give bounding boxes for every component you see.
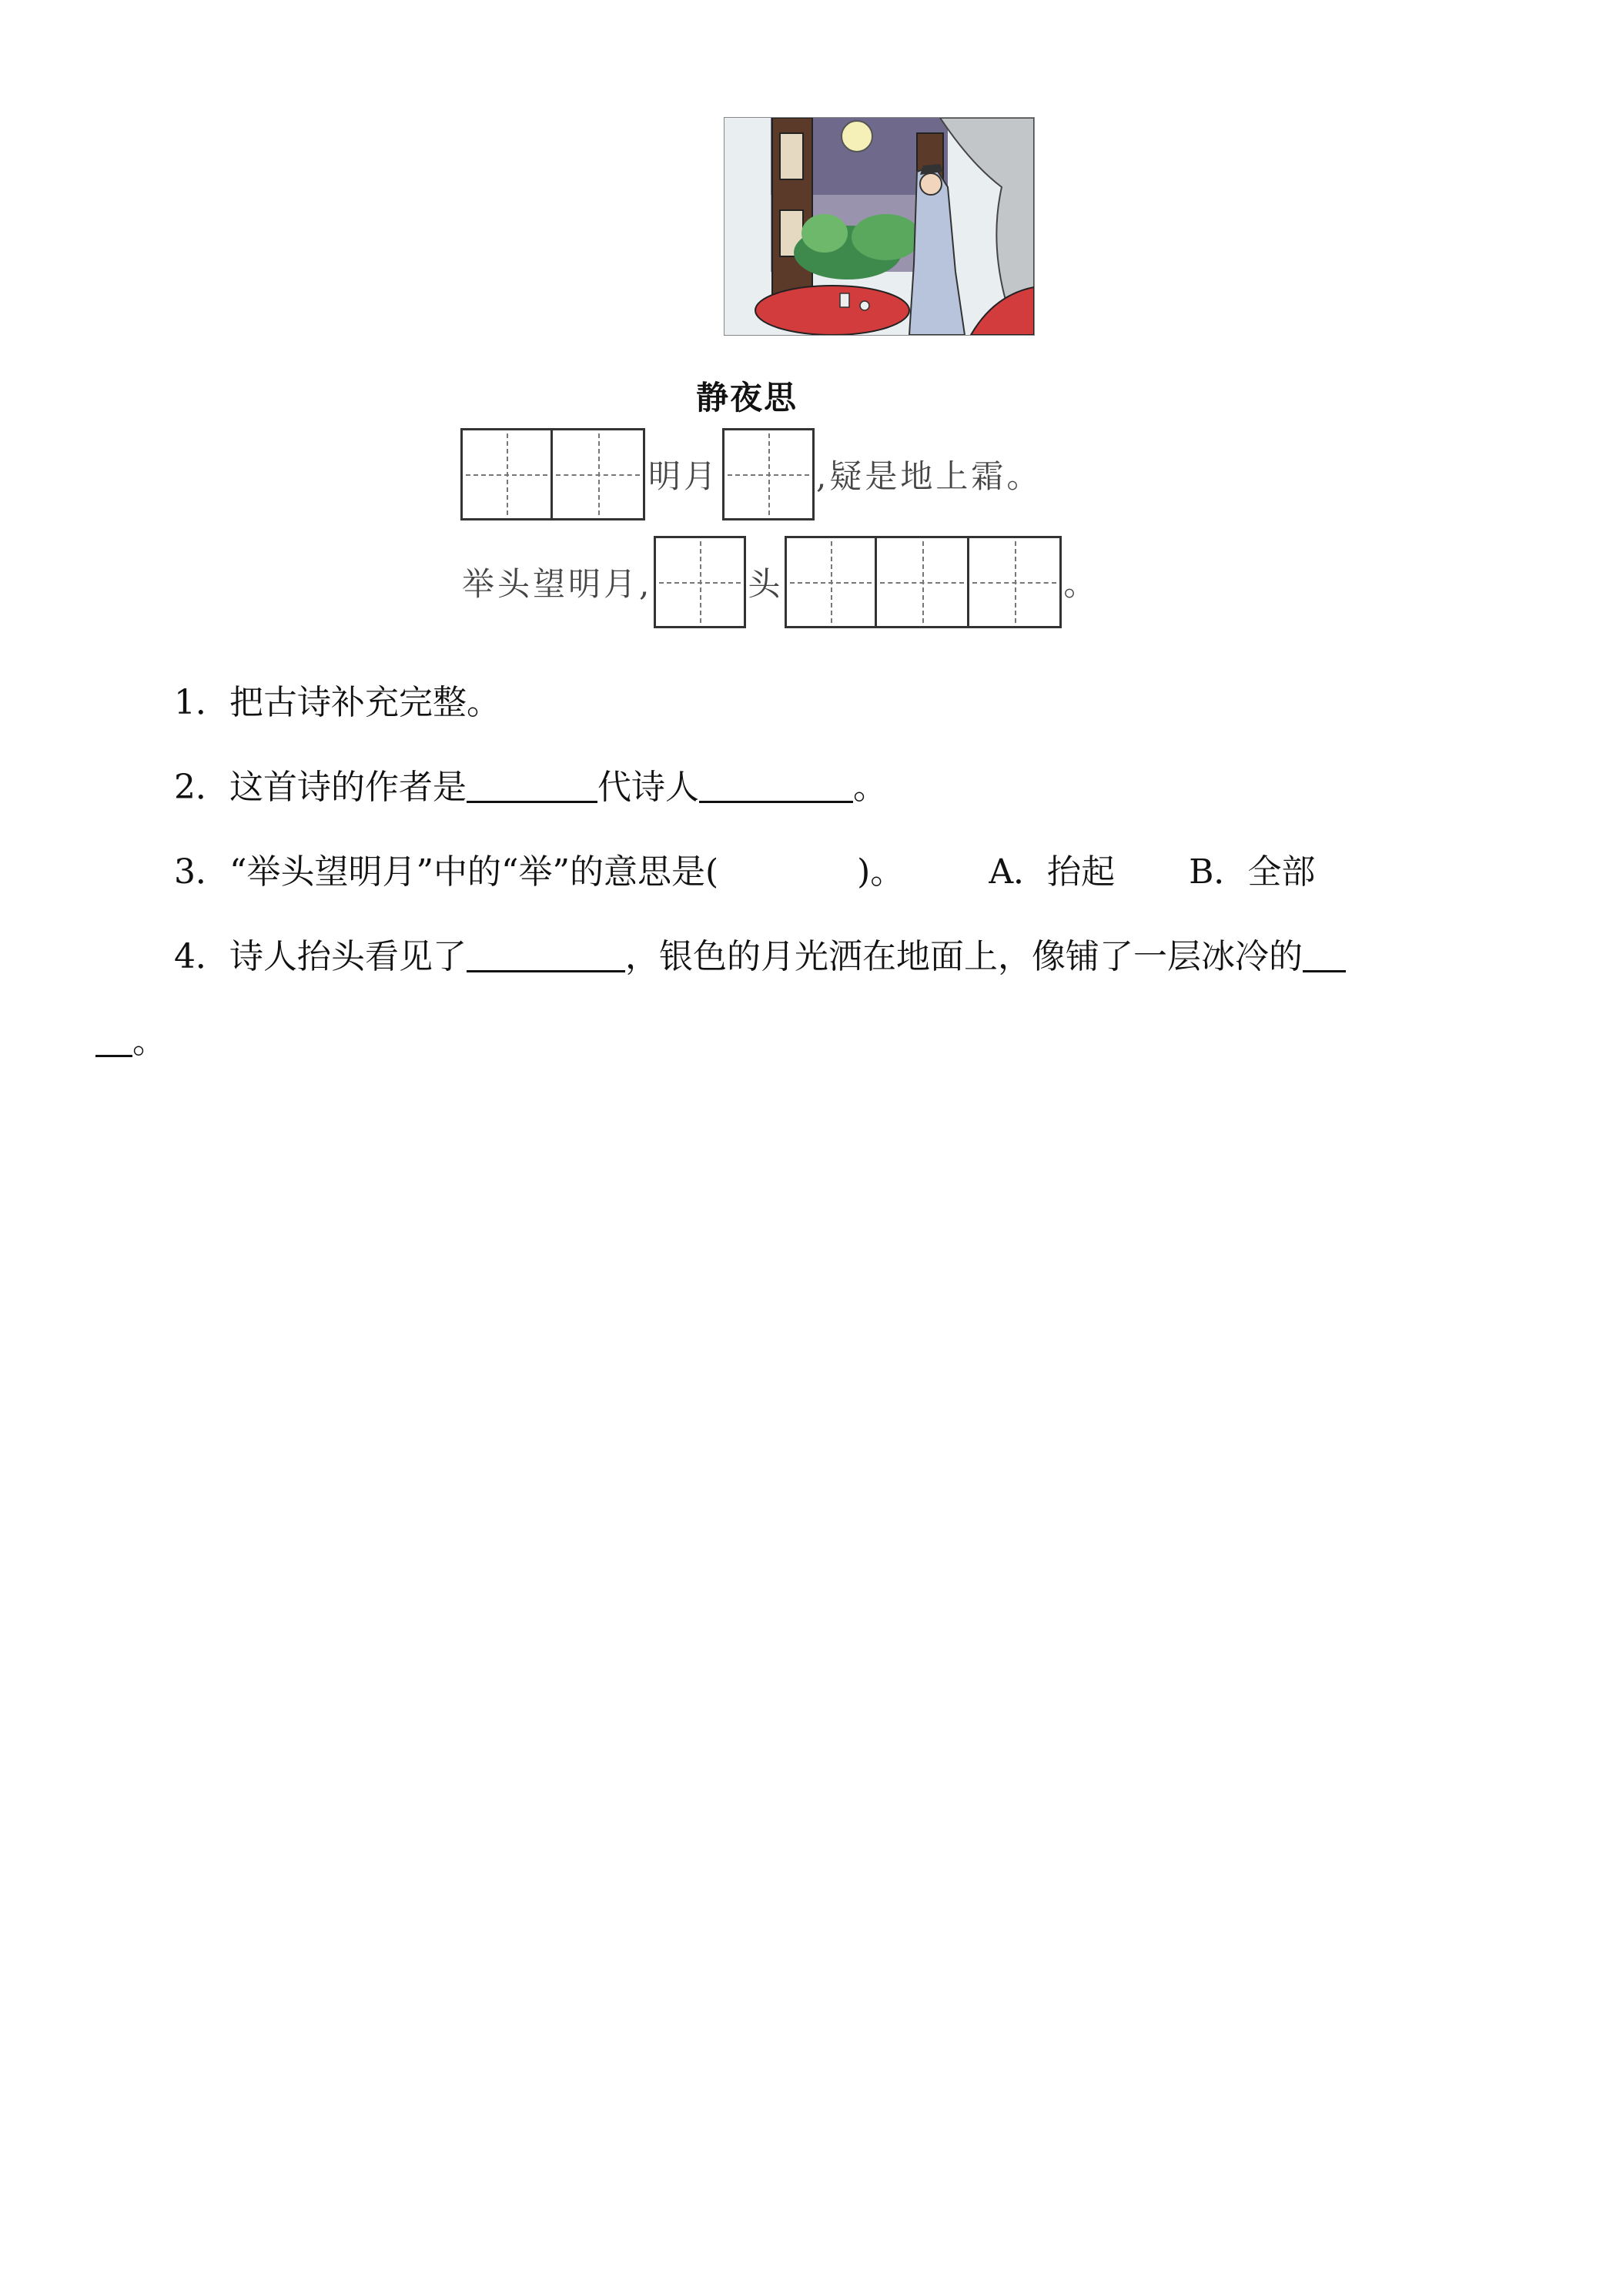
- option-b[interactable]: B．全部: [1189, 852, 1316, 892]
- question-text: 2．这首诗的作者是: [174, 768, 467, 807]
- question-text: 。: [853, 768, 887, 807]
- char-box[interactable]: [460, 428, 553, 520]
- poem-text-segment: 举头望明月,: [462, 565, 653, 603]
- char-box[interactable]: [654, 536, 746, 628]
- char-box[interactable]: [877, 536, 969, 628]
- question-text: 3．“举头望明月”中的“举”的意思是(: [174, 852, 719, 892]
- answer-boxes-group-4: [785, 536, 1062, 628]
- poem-line-2: [460, 536, 1100, 628]
- poem-text-segment: ,疑是地上霜。: [816, 457, 1042, 495]
- answer-boxes-group-1: [460, 428, 645, 520]
- poem-text-segment: 。: [1063, 565, 1099, 603]
- author-blank[interactable]: [699, 770, 853, 803]
- question-4-continued: [95, 1013, 166, 1063]
- answer-boxes-group-3: [654, 536, 746, 628]
- question-2: [174, 759, 887, 808]
- poem-title: 静夜思: [695, 379, 798, 417]
- poem-illustration: [724, 117, 1035, 336]
- frost-blank-start[interactable]: [1303, 939, 1346, 972]
- question-text: 代诗人: [597, 768, 699, 807]
- question-text: )。: [857, 852, 905, 892]
- question-1: 1．把古诗补充完整。: [174, 683, 500, 722]
- dynasty-blank[interactable]: [467, 770, 597, 803]
- question-text: 。: [132, 1022, 166, 1061]
- poem-line-1: [460, 428, 1043, 520]
- char-box[interactable]: [969, 536, 1062, 628]
- answer-boxes-group-2: [722, 428, 815, 520]
- char-box[interactable]: [553, 428, 645, 520]
- question-text: ，银色的月光洒在地面上，像铺了一层冰冷的: [625, 937, 1303, 976]
- frost-blank-end[interactable]: [95, 1024, 132, 1057]
- poem-text-segment: 头: [748, 565, 784, 603]
- question-3: [174, 844, 1315, 893]
- moon-blank[interactable]: [467, 939, 625, 972]
- char-box[interactable]: [785, 536, 877, 628]
- option-a[interactable]: A．抬起: [989, 852, 1116, 892]
- moonlit-poet-illustration-icon: [724, 118, 1034, 335]
- question-4: [174, 929, 1346, 978]
- question-text: 4．诗人抬头看见了: [174, 937, 467, 976]
- char-box[interactable]: [722, 428, 815, 520]
- poem-text-segment: 明月: [648, 457, 720, 495]
